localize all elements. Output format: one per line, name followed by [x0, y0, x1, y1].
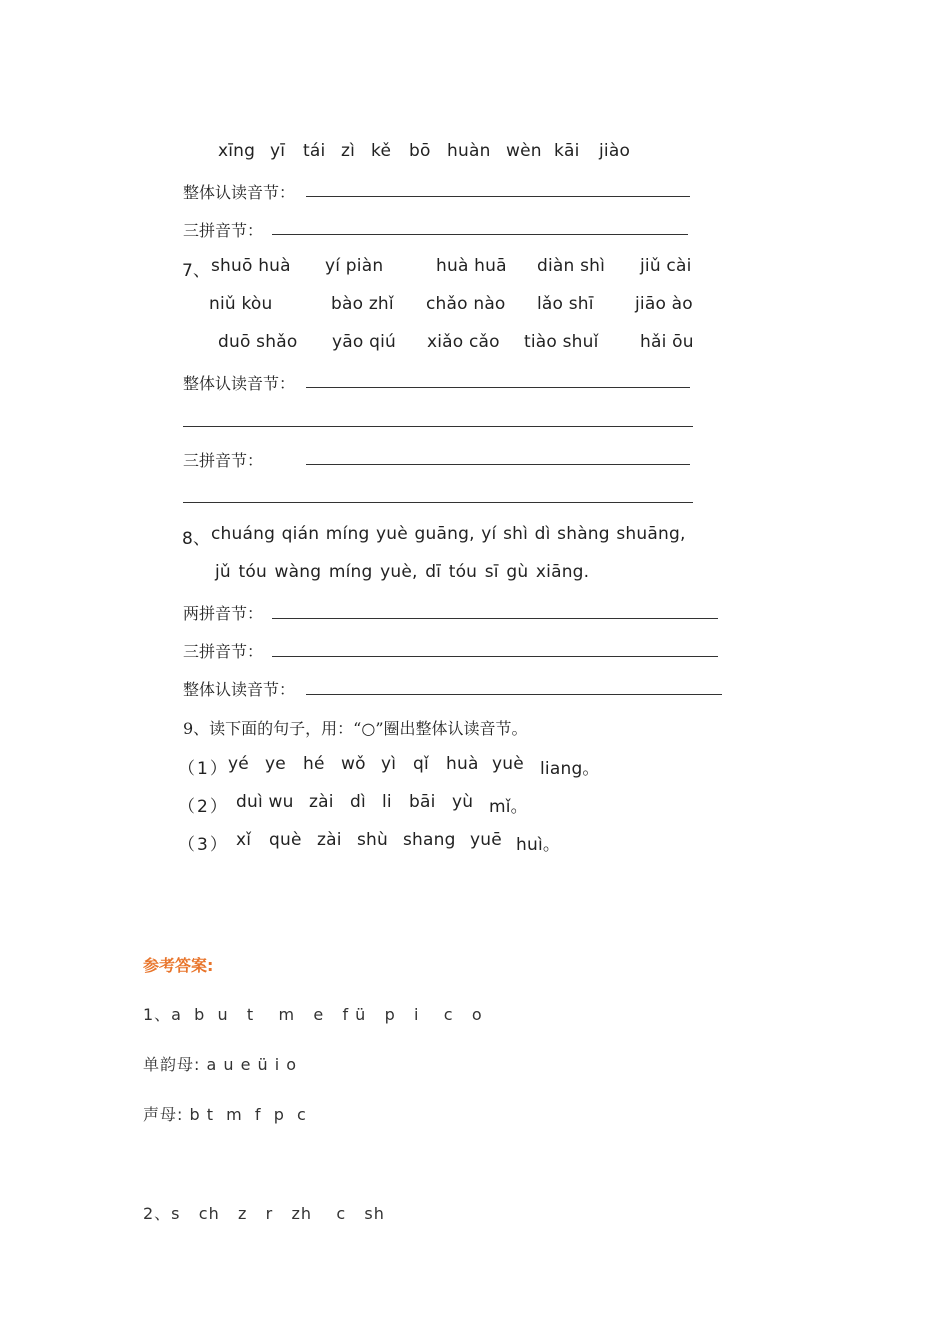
- q9-word[interactable]: xǐ: [236, 830, 252, 850]
- q9-word[interactable]: yé: [228, 754, 249, 774]
- q9-word[interactable]: wǒ: [341, 754, 366, 774]
- q7-word: jiāo ào: [635, 294, 693, 314]
- q6-syllable: tái: [303, 141, 326, 161]
- q6-syllable: xīng: [218, 141, 256, 161]
- q6-triple-label: 三拼音节：: [183, 221, 264, 240]
- q7-word: diàn shì: [537, 256, 606, 276]
- q9-word[interactable]: yuē: [470, 830, 502, 850]
- q6-whole-label: 整体认读音节：: [183, 183, 296, 202]
- q6-syllable: huàn: [447, 141, 491, 161]
- q9-word[interactable]: zài: [317, 830, 342, 850]
- q8-whole-answer-line[interactable]: [306, 694, 722, 695]
- q6-syllable: bō: [409, 141, 431, 161]
- q9-word[interactable]: dì: [350, 792, 366, 812]
- answers-title: 参考答案:: [143, 956, 214, 975]
- q7-word: niǔ kòu: [209, 294, 273, 314]
- q6-whole-answer-line[interactable]: [306, 196, 690, 197]
- answer-1: 1、a b u t m e f ü p i c o: [143, 1005, 483, 1024]
- q7-word: hǎi ōu: [640, 332, 694, 352]
- q7-word: jiǔ cài: [640, 256, 692, 276]
- q8-triple-label: 三拼音节：: [183, 642, 264, 661]
- q6-syllable: yī: [270, 141, 286, 161]
- q6-syllable: wèn: [506, 141, 542, 161]
- q6-syllable: jiào: [599, 141, 631, 161]
- q8-poem-line-2: jǔ tóu wàng míng yuè, dī tóu sī gù xiāng.: [215, 562, 590, 582]
- q7-number: 7、: [182, 261, 211, 281]
- q9-word[interactable]: ye: [265, 754, 286, 774]
- q9-word[interactable]: qǐ: [413, 754, 429, 774]
- q9-word[interactable]: zài: [309, 792, 334, 812]
- q7-whole-label: 整体认读音节：: [183, 374, 296, 393]
- q7-whole-answer-line[interactable]: [306, 387, 690, 388]
- q8-poem-line-1: chuáng qián míng yuè guāng, yí shì dì shàng shuāng,: [211, 524, 686, 544]
- q7-word: tiào shuǐ: [524, 332, 599, 352]
- answer-1-vowels: 单韵母: a u e ü i o: [143, 1055, 298, 1074]
- answer-1-initials: 声母: b t m f p c: [143, 1105, 307, 1124]
- q6-syllable: zì: [341, 141, 356, 161]
- q7-word: chǎo nào: [426, 294, 506, 314]
- q7-word: lǎo shī: [537, 294, 594, 314]
- q9-sentence-2: [236, 792, 528, 817]
- q9-word[interactable]: yì: [381, 754, 397, 774]
- q9-word[interactable]: bāi: [409, 792, 436, 812]
- q9-instruction: 9、读下面的句子，用：“○”圈出整体认读音节。: [183, 719, 528, 738]
- q7-word: yí piàn: [325, 256, 384, 276]
- q7-triple-label: 三拼音节：: [183, 451, 264, 470]
- q9-word[interactable]: shang: [403, 830, 456, 850]
- q9-word[interactable]: mǐ。: [489, 797, 528, 817]
- q6-syllables: [218, 141, 630, 161]
- q9-word[interactable]: què: [269, 830, 302, 850]
- q7-word: yāo qiú: [332, 332, 396, 352]
- q6-syllable: kě: [371, 141, 392, 161]
- q6-triple-answer-line[interactable]: [272, 234, 688, 235]
- q9-word[interactable]: liang。: [540, 759, 600, 779]
- q9-word[interactable]: li: [382, 792, 392, 812]
- q9-sentence-1: [228, 754, 600, 779]
- q7-word: bào zhǐ: [331, 294, 394, 314]
- q9-word[interactable]: hé: [303, 754, 325, 774]
- q7-triple-answer-line[interactable]: [306, 464, 690, 465]
- q9-sentence-number: （3）: [178, 835, 229, 855]
- answer-2: 2、s ch z r zh c sh: [143, 1204, 385, 1223]
- q9-word[interactable]: duì wu: [236, 792, 294, 812]
- q7-word: shuō huà: [211, 256, 291, 276]
- q9-sentence-number: （2）: [178, 797, 229, 817]
- q8-number: 8、: [182, 529, 211, 549]
- q8-double-label: 两拼音节：: [183, 604, 264, 623]
- q7-triple-answer-line-2[interactable]: [183, 502, 693, 503]
- q6-syllable: kāi: [554, 141, 580, 161]
- q7-word: xiǎo cǎo: [427, 332, 500, 352]
- q7-word: duō shǎo: [218, 332, 298, 352]
- q9-sentence-number: （1）: [178, 759, 229, 779]
- q9-word[interactable]: yù: [452, 792, 474, 812]
- q8-whole-label: 整体认读音节：: [183, 680, 296, 699]
- q8-double-answer-line[interactable]: [272, 618, 718, 619]
- q9-word[interactable]: yuè: [492, 754, 524, 774]
- q7-whole-answer-line-2[interactable]: [183, 426, 693, 427]
- q7-word: huà huā: [436, 256, 507, 276]
- q9-sentence-3: [236, 830, 560, 855]
- q9-word[interactable]: huà: [446, 754, 479, 774]
- q8-triple-answer-line[interactable]: [272, 656, 718, 657]
- q9-word[interactable]: huì。: [516, 835, 561, 855]
- q9-word[interactable]: shù: [357, 830, 389, 850]
